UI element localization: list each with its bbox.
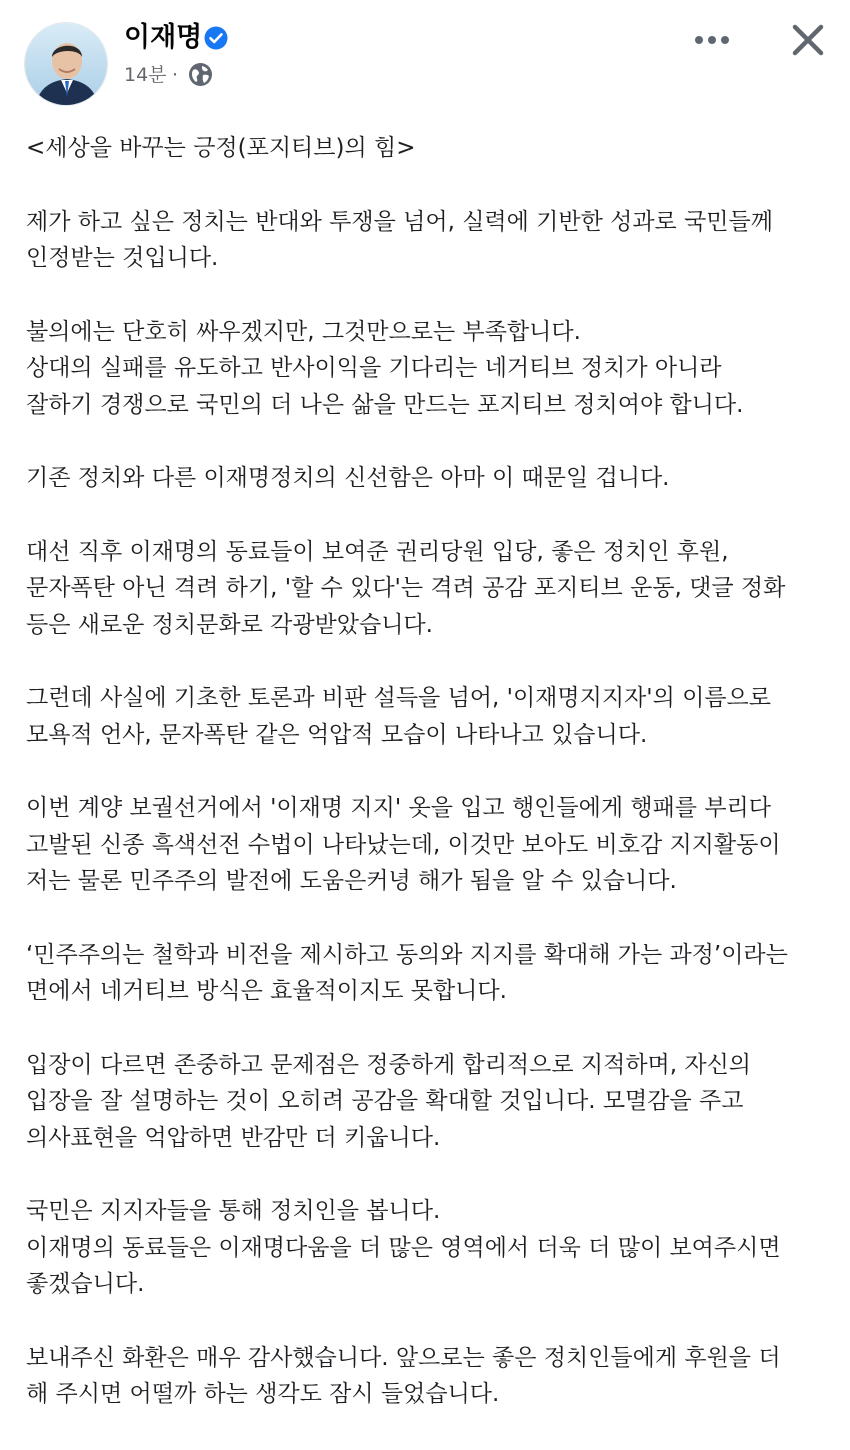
text-line: <세상을 바꾸는 긍정(포지티브)의 힘> bbox=[26, 135, 416, 161]
post-paragraph bbox=[26, 680, 826, 753]
text-line: 의사표현을 억압하면 반감만 더 키웁니다. bbox=[26, 1124, 441, 1151]
close-x-icon bbox=[791, 23, 825, 57]
text-line: 모욕적 언사, 문자폭탄 같은 억압적 모습이 나타나고 있습니다. bbox=[26, 721, 648, 748]
text-line: 잘하기 경쟁으로 국민의 더 나은 삶을 만드는 포지티브 정치여야 합니다. bbox=[26, 391, 744, 418]
text-line: 좋겠습니다. bbox=[26, 1271, 145, 1297]
post-body bbox=[26, 130, 826, 1450]
text-line: 문자폭탄 아닌 격려 하기, '할 수 있다'는 격려 공감 포지티브 운동, 댓글 정화 bbox=[26, 575, 786, 601]
post-paragraph bbox=[26, 314, 826, 424]
more-options-button[interactable] bbox=[690, 22, 734, 58]
post-paragraph bbox=[26, 1047, 826, 1157]
text-line: 인정받는 것입니다. bbox=[26, 245, 219, 271]
post-title-paragraph bbox=[26, 130, 826, 167]
post-timestamp[interactable]: 14분 bbox=[124, 64, 167, 86]
text-line: ‘민주주의는 철학과 비전을 제시하고 동의와 지지를 확대해 가는 과정’이라는 bbox=[26, 941, 788, 968]
author-name[interactable]: 이재명 bbox=[124, 22, 203, 53]
text-line: 이번 계양 보궐선거에서 '이재명 지지' 옷을 입고 행인들에게 행패를 부리다 bbox=[26, 795, 771, 821]
post-paragraph bbox=[26, 790, 826, 900]
avatar-photo-icon bbox=[25, 23, 108, 106]
post-header bbox=[0, 0, 850, 120]
text-line: 면에서 네거티브 방식은 효율적이지도 못합니다. bbox=[26, 978, 507, 1004]
text-line: 등은 새로운 정치문화로 각광받았습니다. bbox=[26, 611, 433, 638]
text-line: 이재명의 동료들은 이재명다움을 더 많은 영역에서 더욱 더 많이 보여주시면 bbox=[26, 1234, 781, 1261]
close-button[interactable] bbox=[786, 18, 830, 62]
post-paragraph bbox=[26, 204, 826, 277]
text-line: 입장이 다르면 존중하고 문제점은 정중하게 합리적으로 지적하며, 자신의 bbox=[26, 1051, 752, 1078]
meta-separator: · bbox=[172, 64, 179, 86]
more-dots-icon bbox=[694, 35, 730, 45]
text-line: 기존 정치와 다른 이재명정치의 신선함은 아마 이 때문일 겁니다. bbox=[26, 465, 670, 491]
post-paragraph bbox=[26, 534, 826, 644]
verified-badge-icon bbox=[204, 26, 228, 50]
globe-icon[interactable] bbox=[188, 62, 213, 87]
text-line: 입장을 잘 설명하는 것이 오히려 공감을 확대할 것입니다. 모멸감을 주고 bbox=[26, 1088, 744, 1114]
text-line: 불의에는 단호히 싸우겠지만, 그것만으로는 부족합니다. bbox=[26, 318, 581, 345]
text-line: 상대의 실패를 유도하고 반사이익을 기다리는 네거티브 정치가 아니라 bbox=[26, 355, 722, 381]
text-line: 저는 물론 민주주의 발전에 도움은커녕 해가 됨을 알 수 있습니다. bbox=[26, 868, 677, 894]
author-avatar[interactable] bbox=[24, 22, 108, 106]
post-paragraph bbox=[26, 1193, 826, 1303]
text-line: 제가 하고 싶은 정치는 반대와 투쟁을 넘어, 실력에 기반한 성과로 국민들께 bbox=[26, 208, 773, 235]
text-line: 그런데 사실에 기초한 토론과 비판 설득을 넘어, '이재명지지자'의 이름으로 bbox=[26, 685, 771, 711]
post-paragraph bbox=[26, 460, 826, 497]
text-line: 보내주신 화환은 매우 감사했습니다. 앞으로는 좋은 정치인들에게 후원을 더 bbox=[26, 1344, 781, 1371]
post-paragraph bbox=[26, 937, 826, 1010]
text-line: 대선 직후 이재명의 동료들이 보여준 권리당원 입당, 좋은 정치인 후원, bbox=[26, 538, 729, 565]
text-line: 해 주시면 어떨까 하는 생각도 잠시 들었습니다. bbox=[26, 1381, 500, 1407]
post-paragraph bbox=[26, 1340, 826, 1413]
text-line: 국민은 지지자들을 통해 정치인을 봅니다. bbox=[26, 1198, 441, 1224]
text-line: 고발된 신종 흑색선전 수법이 나타났는데, 이것만 보아도 비호감 지지활동이 bbox=[26, 831, 781, 858]
